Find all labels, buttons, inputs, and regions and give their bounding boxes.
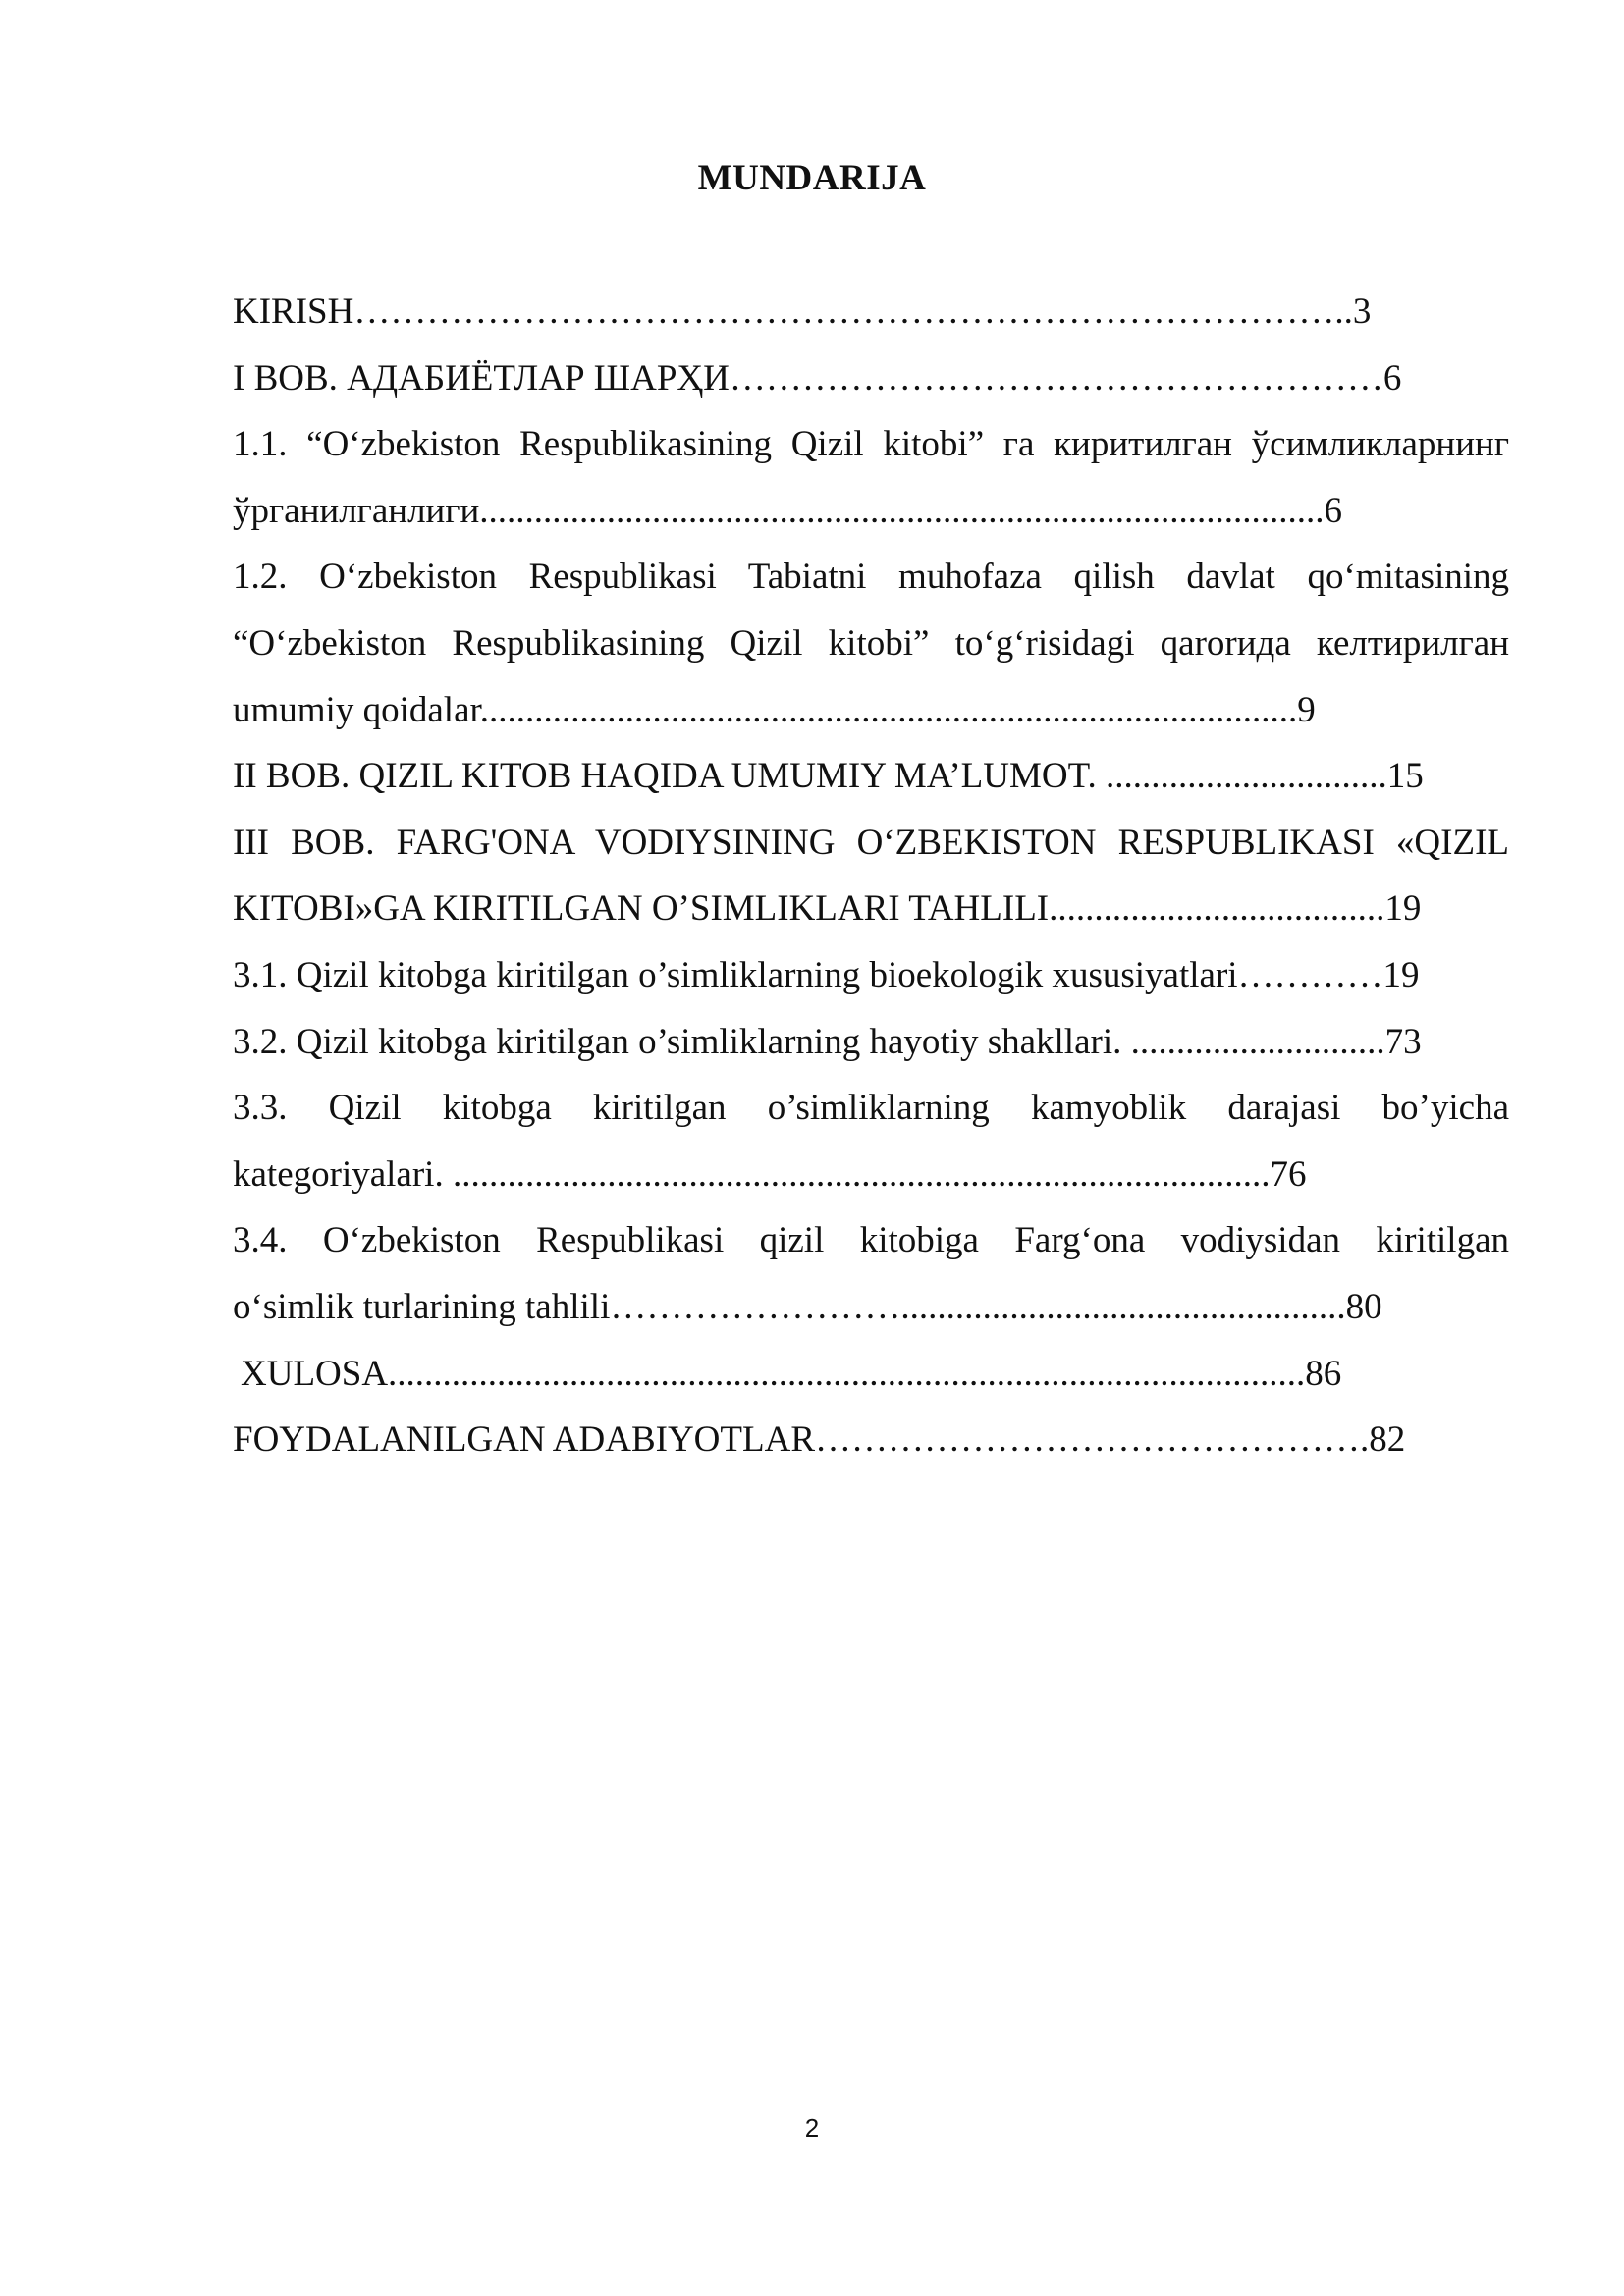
page-title: MUNDARIJA [697, 158, 927, 198]
toc-entry-chapter-3-line-2: KITOBI»GA KIRITILGAN O’SIMLIKLARI TAHLILI.....................................19 [233, 888, 1422, 930]
toc-entry-section-1-1-line-2: ўрганилганлиги.............................................................................................6 [233, 490, 1343, 531]
toc-entry-chapter-2: II BOB. QIZIL KITOB HAQIDA UMUMIY MA’LUMOT. ...............................15 [233, 756, 1424, 797]
toc-entry-section-3-2: 3.2. Qizil kitobga kiritilgan o’simliklarning hayotiy shakllari. ............................73 [233, 1021, 1422, 1062]
table-of-contents [233, 279, 1509, 1473]
toc-entry-section-3-4-line-2: o‘simlik turlarining tahlili…………………….................................................80 [233, 1286, 1382, 1327]
toc-entry-section-3-4-line-1: 3.4. O‘zbekiston Respublikasi qizil kitobiga Farg‘ona vodiysidan kiritilgan [233, 1220, 1509, 1261]
toc-entry-chapter-3-line-1: III BOB. FARG'ONA VODIYSINING O‘ZBEKISTON RESPUBLIKASI «QIZIL [233, 822, 1509, 863]
toc-entry-xulosa: XULOSA.....................................................................................................86 [241, 1353, 1342, 1394]
toc-entry-section-1-2-line-1: 1.2. O‘zbekiston Respublikasi Tabiatni muhofaza qilish davlat qo‘mitasining [233, 557, 1509, 598]
toc-entry-chapter-1: I BOB. АДАБИЁТЛАР ШАРҲИ………………………………………………6 [233, 357, 1402, 399]
toc-entry-section-1-2-line-3: umumiy qoidalar..........................................................................................9 [233, 689, 1316, 730]
toc-entry-section-3-3-line-2: kategoriyalari. ..........................................................................................76 [233, 1153, 1307, 1195]
toc-entry-references: FOYDALANILGAN ADABIYOTLAR……………………………………….82 [233, 1419, 1406, 1461]
toc-entry-section-3-3-line-1: 3.3. Qizil kitobga kiritilgan o’simliklarning kamyoblik darajasi bo’yicha [233, 1088, 1509, 1129]
toc-entry-section-1-1-line-1: 1.1. “O‘zbekiston Respublikasining Qizil kitobi” га киритилган ўсимликларнинг [233, 424, 1509, 465]
toc-entry-section-3-1: 3.1. Qizil kitobga kiritilgan o’simliklarning bioekologik xususiyatlari…………19 [233, 954, 1420, 995]
toc-entry-section-1-2-line-2: “O‘zbekiston Respublikasining Qizil kitobi” to‘g‘risidagi qarorида келтирилган [233, 622, 1509, 664]
toc-entry-kirish: KIRISH………………………………………………………………………..3 [233, 292, 1372, 332]
page-number: 2 [804, 2113, 820, 2143]
